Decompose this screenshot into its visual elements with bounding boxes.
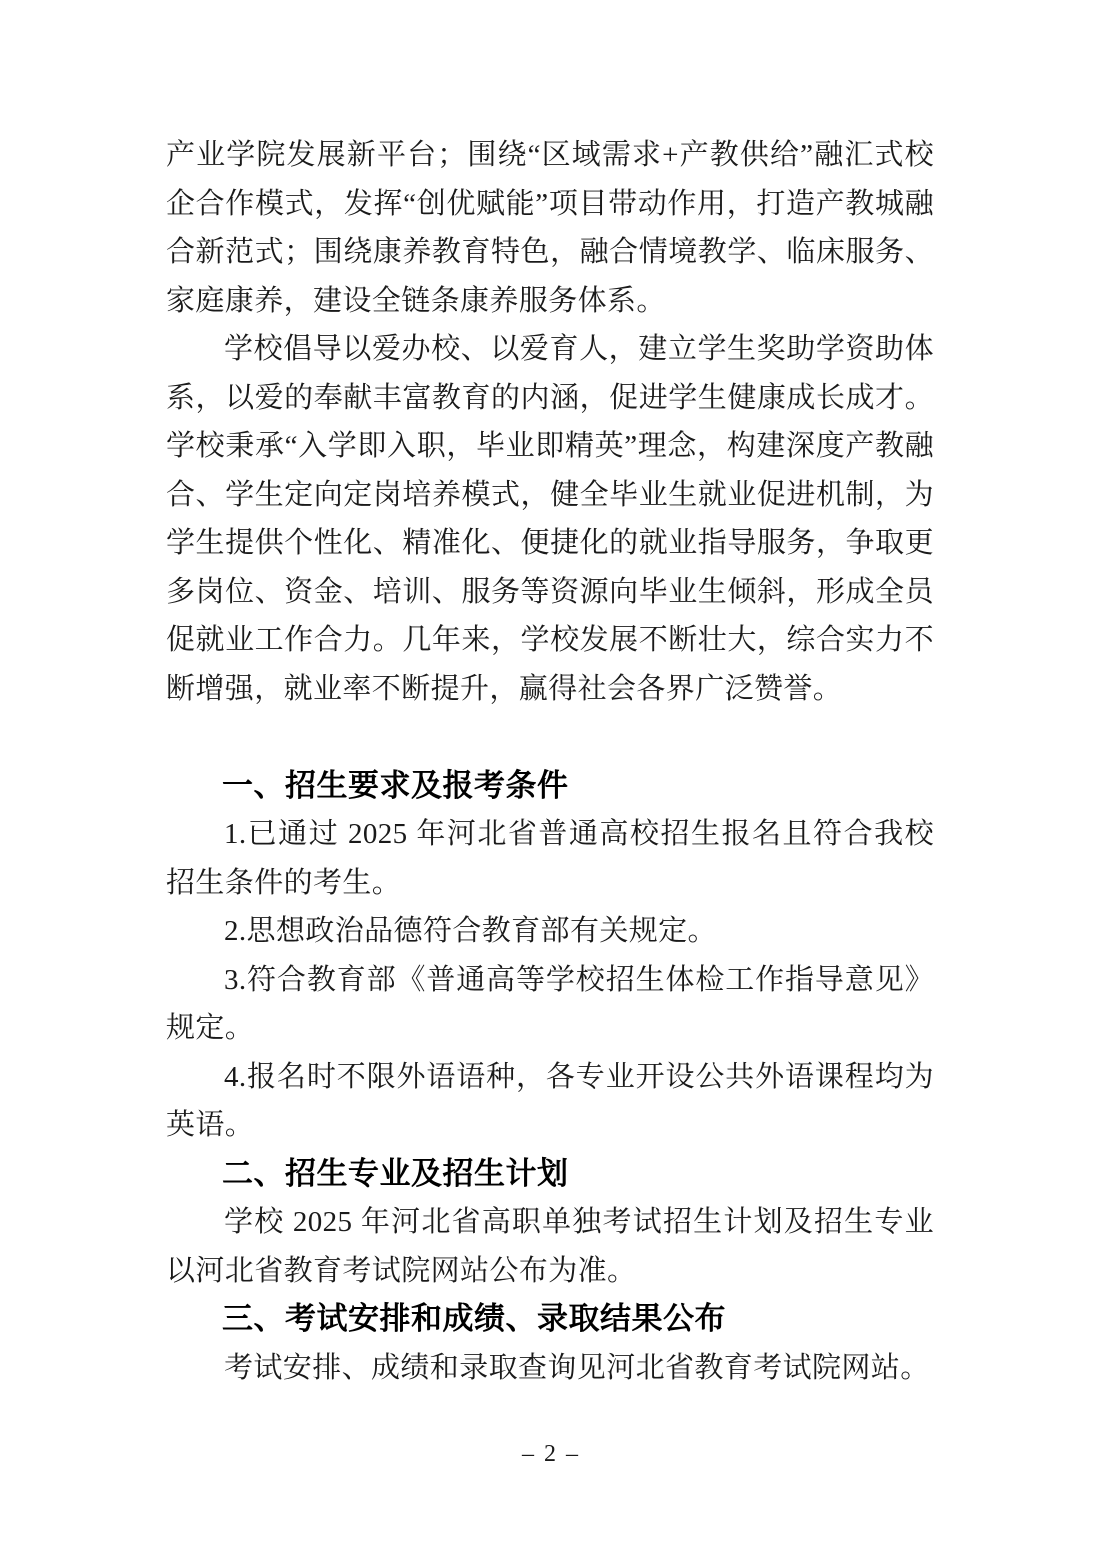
- requirement-item-4: 4.报名时不限外语语种，各专业开设公共外语课程均为英语。: [166, 1060, 934, 1141]
- requirement-item-2: 2.思想政治品德符合教育部有关规定。: [224, 915, 717, 947]
- section-heading-2: 二、招生专业及招生计划: [222, 1155, 569, 1191]
- paragraph-continuation: 产业学院发展新平台；围绕“区域需求+产教供给”融汇式校企合作模式，发挥“创优赋能”项目带动作用，打造产教城融合新范式；围绕康养教育特色，融合情境教学、临床服务、家庭康养，建设全链条康养服务体系。: [166, 139, 934, 317]
- page-number: – 2 –: [522, 1441, 580, 1467]
- section-heading-1: 一、招生要求及报考条件: [222, 767, 569, 803]
- paragraph-school-intro: 学校倡导以爱办校、以爱育人，建立学生奖助学资助体系，以爱的奉献丰富教育的内涵，促进学生健康成长成才。学校秉承“入学即入职，毕业即精英”理念，构建深度产教融合、学生定向定岗培养模式，健全毕业生就业促进机制，为学生提供个性化、精准化、便捷化的就业指导服务，争取更多岗位、资金、培训、服务等资源向毕业生倾斜，形成全员促就业工作合力。几年来，学校发展不断壮大，综合实力不断增强，就业率不断提升，赢得社会各界广泛赞誉。: [166, 333, 934, 705]
- requirement-item-3: 3.符合教育部《普通高等学校招生体检工作指导意见》规定。: [166, 963, 934, 1044]
- section-heading-3: 三、考试安排和成绩、录取结果公布: [222, 1301, 726, 1336]
- paragraph-exam-results: 考试安排、成绩和录取查询见河北省教育考试院网站。: [224, 1351, 930, 1384]
- document-body: [166, 131, 934, 1392]
- paragraph-enrollment-plan: 学校 2025 年河北省高职单独考试招生计划及招生专业以河北省教育考试院网站公布为准。: [166, 1206, 934, 1287]
- requirement-item-1: 1.已通过 2025 年河北省普通高校招生报名且符合我校招生条件的考生。: [166, 818, 934, 899]
